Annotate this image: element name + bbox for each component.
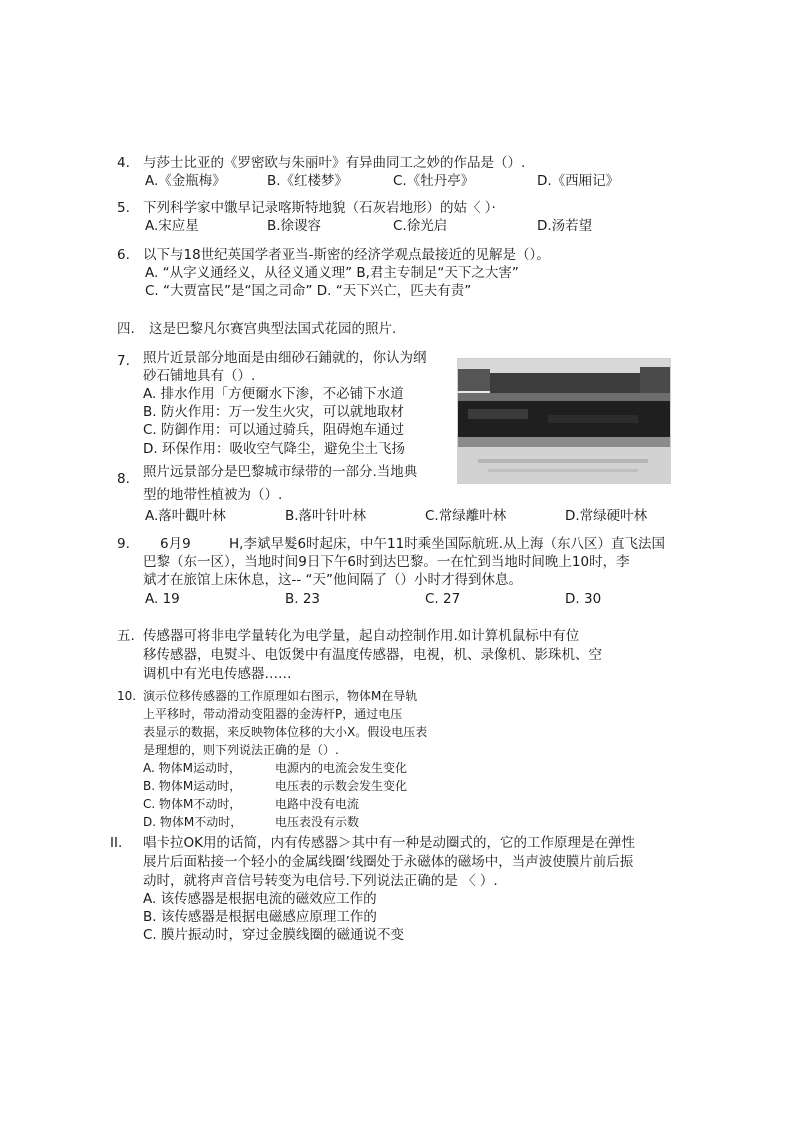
q5-option-b: B.徐谡容 [267, 218, 322, 234]
q9-option-b: B. 23 [285, 591, 321, 607]
q10-option-c-result: 电路中没有电流 [275, 797, 360, 811]
q8-option-b: B.落叶针叶林 [285, 508, 367, 524]
q10-option-d-condition: D. 物体M不动时， [143, 815, 243, 829]
q9-line3: 斌才在旅馆上床休息，这-- “天”他间隔了（）小时才得到休息。 [143, 572, 523, 588]
q10-line3: 表显示的数据，来反映物体位移的大小X。假设电压表 [143, 725, 428, 739]
q11-option-b: B. 该传感器是根据电磁感应原理工作的 [143, 909, 377, 925]
section-5-line1: 传感器可将非电学量转化为电学量，起自动控制作用.如计算机鼠标中有位 [143, 628, 580, 644]
q5-option-c: C.徐光启 [393, 218, 448, 234]
section-5-number: 五. [117, 628, 135, 644]
q9-option-d: D. 30 [565, 591, 602, 607]
q6-options-cd: C. “大贾富民”是“国之司命” D. “天下兴亡，匹夫有责” [145, 283, 472, 299]
q8-option-d: D.常绿硬叶林 [565, 508, 648, 524]
q4-option-d: D.《西厢记》 [537, 173, 620, 189]
q5-number: 5. [117, 200, 130, 216]
q6-stem: 以下与18世纪英国学者亚当-斯密的经济学观点最接近的见解是（）。 [143, 247, 550, 263]
q11-line1: 唱卡拉OK用的话简，内有传感器＞其中有一种是动圈式的，它的工作原理是在弹性 [143, 835, 635, 851]
q4-option-b: B.《红楼梦》 [267, 173, 349, 189]
q11-option-a: A. 该传感器是根据电流的磁效应工作的 [143, 891, 377, 907]
q11-line2: 展片后面粘接一个轻小的金属线圈’线圈处于永磁体的磁场中，当声波使膜片前后振 [143, 854, 634, 870]
q10-option-a-condition: A. 物体M运动时， [143, 761, 241, 775]
q9-option-a: A. 19 [145, 591, 180, 607]
q7-stem-line1: 照片近景部分地面是由细砂石鋪就的，你认为纲 [143, 350, 427, 366]
section-4-number: 四. [117, 321, 135, 337]
q11-option-c: C. 膜片振动时，穿过金膜线圈的磁通说不变 [143, 927, 405, 943]
q4-option-c: C.《牡丹亭》 [393, 173, 475, 189]
q10-option-a-result: 电源内的电流会发生变化 [275, 761, 408, 775]
q8-stem-line2: 型的地带性植被为（）. [143, 487, 283, 503]
q10-line1: 演示位移传感器的工作原理如右图示，物体M在导轨 [143, 689, 418, 703]
q8-number: 8. [117, 471, 130, 487]
q7-option-d: D. 环保作用：吸收空气降尘，避免尘土飞扬 [143, 441, 405, 457]
q9-line1-date: 6月9 [160, 536, 191, 552]
q6-number: 6. [117, 247, 130, 263]
q7-stem-line2: 砂石铺地具有（）. [143, 368, 256, 384]
q7-option-c: C. 防御作用：可以通过骑兵，阻碍炮车通过 [143, 422, 405, 438]
q10-option-b-condition: B. 物体M运动时， [143, 779, 242, 793]
q10-option-d-result: 电压表没有示数 [275, 815, 360, 829]
q7-number: 7. [117, 353, 130, 369]
q11-line3: 动时，就将声音信号转变为电信号.下列说法正确的是 〈 ）. [143, 873, 498, 889]
q5-stem: 下列科学家中馓早记录喀斯特地貌（石灰岩地形）的姑〈 ）· [143, 200, 496, 216]
section-4-text: 这是巴黎凡尔赛宫典型法国式花园的照片. [149, 321, 397, 337]
q4-number: 4. [117, 155, 130, 171]
q10-line2: 上平移时，带动滑动变阻器的金涛杆P，通过电压 [143, 707, 403, 721]
q9-number: 9. [117, 536, 130, 552]
q8-option-c: C.常绿離叶林 [425, 508, 507, 524]
q9-line1: H,李斌早髮6时起床，中午11时乘坐国际航班.从上海（东八区）直飞法国 [229, 536, 666, 552]
q5-option-d: D.汤若望 [537, 218, 593, 234]
q7-option-b: B. 防火作用：万一发生火灾，可以就地取材 [143, 404, 404, 420]
q10-line4: 是理想的，则下列说法正确的是（）. [143, 743, 339, 757]
q5-option-a: A.宋应星 [145, 218, 199, 234]
q6-options-ab: A. “从字义通经义，从径义通义理” B,君主专制足“天下之大害” [145, 265, 519, 281]
q10-option-c-condition: C. 物体M不动时， [143, 797, 242, 811]
q4-option-a: A.《金瓶梅》 [145, 173, 226, 189]
section-5-line3: 调机中有光电传感器…… [143, 666, 292, 682]
versailles-garden-photo [457, 358, 671, 484]
q8-option-a: A.落叶觀叶林 [145, 508, 226, 524]
q9-line2: 巴黎（东一区），当地时间9日下午6时到达巴黎。一在忙到当地时间晚上10时，李 [143, 554, 630, 570]
q11-number: II. [110, 835, 123, 851]
section-5-line2: 移传感器，电熨斗、电饭煲中有温度传感器，电視，机、录像机、影珠机、空 [143, 647, 602, 663]
q10-number: 10. [117, 689, 137, 703]
q9-option-c: C. 27 [425, 591, 461, 607]
q10-option-b-result: 电压表的示数会发生变化 [275, 779, 408, 793]
q4-stem: 与莎士比亚的《罗密欧与朱丽叶》有异曲同工之妙的作品是（）. [143, 155, 526, 171]
q7-option-a: A. 排水作用「方便爾水下渗，不必铺下水道 [143, 386, 404, 402]
q8-stem-line1: 照片远景部分是巴黎城市绿带的一部分.当地典 [143, 464, 418, 480]
